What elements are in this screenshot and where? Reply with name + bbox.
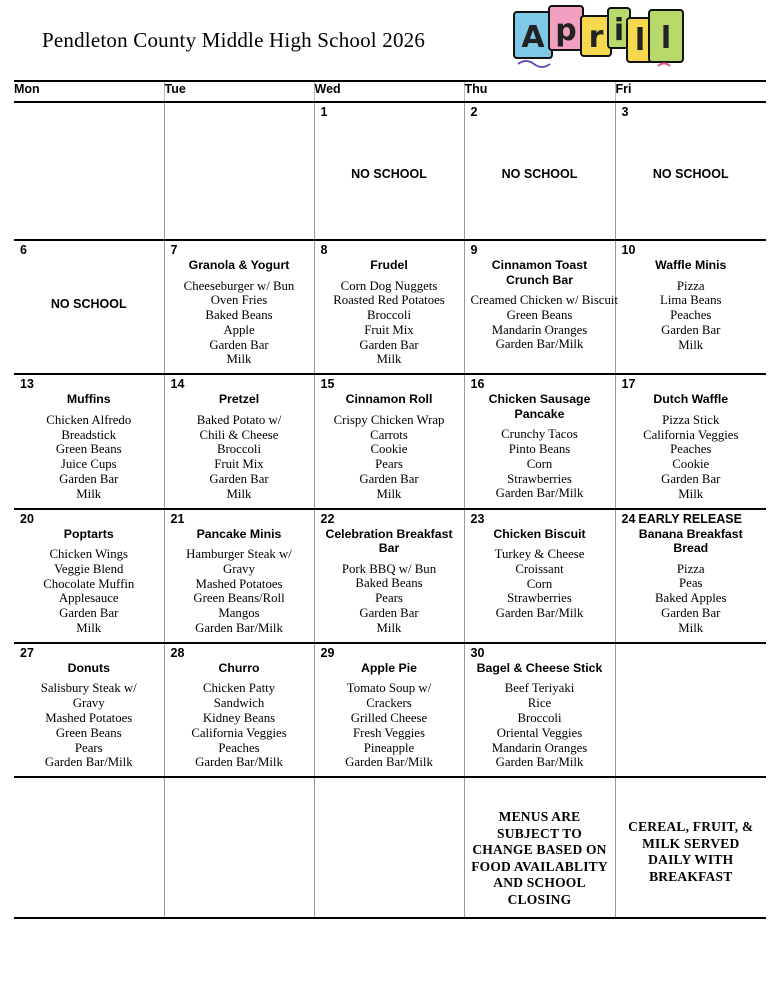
- lunch-item-list: [169, 279, 310, 368]
- day-header-wed: Wed: [314, 82, 464, 102]
- menu-calendar: [14, 80, 766, 919]
- day-number: 28: [170, 645, 185, 660]
- lunch-item-list: [620, 413, 763, 502]
- lunch-item-list: [319, 681, 460, 770]
- calendar-body: [14, 102, 766, 917]
- day-number: 7: [170, 243, 178, 257]
- menu-item: Lima Beans: [660, 293, 722, 308]
- menu-item: Garden Bar: [209, 337, 269, 352]
- calendar-day-cell: [615, 374, 766, 508]
- breakfast-entree: Celebration Breakfast Bar: [325, 526, 453, 556]
- menu-item: Gravy: [72, 696, 105, 711]
- lunch-item-list: [469, 293, 618, 352]
- menu-item: Cheeseburger w/ Bun: [183, 278, 295, 293]
- menu-item: Crackers: [366, 696, 412, 711]
- menu-item: Garden Bar: [209, 471, 269, 486]
- calendar-day-cell: [615, 777, 766, 917]
- calendar-week-row: [14, 374, 766, 508]
- menu-item: Peaches: [670, 442, 712, 457]
- svg-text:l: l: [660, 21, 672, 56]
- calendar-day-cell: [464, 643, 615, 777]
- menu-item: Pears: [375, 591, 403, 606]
- day-header-thu: Thu: [464, 82, 615, 102]
- menu-item: Fruit Mix: [364, 322, 414, 337]
- menu-item: Milk: [678, 486, 704, 501]
- menu-item: Chocolate Muffin: [43, 576, 135, 591]
- menu-item: Crispy Chicken Wrap: [333, 412, 445, 427]
- menu-item: Garden Bar: [359, 471, 419, 486]
- breakfast-entree: Chicken Biscuit: [493, 526, 586, 541]
- lunch-item-list: [469, 681, 611, 770]
- day-number: 15: [320, 377, 335, 392]
- menu-item: Mashed Potatoes: [45, 710, 133, 725]
- menu-item: Garden Bar: [661, 605, 721, 620]
- menu-item: Beef Teriyaki: [504, 681, 575, 696]
- menu-item: Kidney Beans: [202, 710, 276, 725]
- day-number: 21: [170, 511, 185, 526]
- menu-item: Peaches: [670, 308, 712, 323]
- menu-item: Garden Bar/Milk: [495, 337, 584, 352]
- menu-item: Green Beans: [55, 442, 122, 457]
- day-number: 14: [170, 377, 185, 392]
- footer-notice: CEREAL, FRUIT, & MILK SERVED DAILY WITH BREAKFAST: [628, 819, 754, 884]
- menu-item: Green Beans: [506, 307, 573, 322]
- menu-item: Garden Bar: [359, 605, 419, 620]
- day-number: 23: [470, 511, 485, 526]
- menu-item: Garden Bar: [59, 471, 119, 486]
- menu-item: Milk: [376, 486, 402, 501]
- calendar-day-cell: [14, 374, 164, 508]
- calendar-day-cell: [164, 777, 314, 917]
- calendar-day-cell: [164, 509, 314, 643]
- day-number: 9: [470, 243, 478, 257]
- lunch-item-list: [18, 547, 160, 636]
- menu-item: Salisbury Steak w/: [40, 681, 137, 696]
- day-header-tue: Tue: [164, 82, 314, 102]
- april-decorative-logo: [508, 2, 698, 76]
- day-number: 20: [20, 511, 34, 526]
- menu-item: Garden Bar: [59, 606, 119, 621]
- menu-item: Garden Bar/Milk: [195, 755, 283, 770]
- menu-item: Cookie: [370, 442, 408, 457]
- day-header-mon: Mon: [14, 82, 164, 102]
- svg-text:l: l: [634, 23, 646, 58]
- day-number: 22: [320, 511, 335, 526]
- calendar-day-cell: [314, 102, 464, 240]
- day-number: 1: [320, 105, 328, 119]
- menu-item: Oven Fries: [210, 293, 268, 308]
- menu-item: Hamburger Steak w/: [186, 547, 292, 562]
- day-header-row: [14, 82, 766, 102]
- breakfast-entree: Cinnamon Toast Crunch Bar: [491, 258, 588, 287]
- menu-item: Turkey & Cheese: [494, 547, 585, 562]
- breakfast-entree: Pancake Minis: [196, 526, 282, 541]
- menu-item: Juice Cups: [60, 457, 117, 472]
- calendar-day-cell: [164, 102, 314, 240]
- calendar-day-cell: [464, 240, 618, 374]
- menu-item: Chicken Wings: [49, 547, 128, 562]
- menu-item: Corn: [526, 576, 553, 591]
- breakfast-entree: Apple Pie: [360, 660, 418, 675]
- menu-item: Cookie: [672, 457, 710, 472]
- svg-text:r: r: [588, 20, 604, 55]
- breakfast-entree: Dutch Waffle: [653, 392, 729, 407]
- menu-item: Pears: [74, 740, 103, 755]
- menu-item: Strawberries: [507, 471, 572, 486]
- lunch-item-list: [469, 427, 611, 501]
- day-number: 2: [470, 105, 478, 119]
- day-number: 30: [470, 645, 485, 660]
- breakfast-entree: Donuts: [67, 660, 110, 675]
- menu-item: Milk: [678, 337, 704, 352]
- menu-item: Oriental Veggies: [496, 725, 583, 740]
- menu-item: Strawberries: [507, 591, 572, 606]
- day-number: 8: [320, 243, 328, 257]
- svg-text:i: i: [613, 13, 625, 48]
- menu-item: Roasted Red Potatoes: [333, 293, 445, 308]
- day-number: 10: [621, 243, 636, 257]
- page-header: [0, 0, 776, 80]
- menu-item: Garden Bar/Milk: [495, 606, 584, 621]
- calendar-day-cell: [464, 374, 615, 508]
- menu-item: Baked Apples: [655, 591, 727, 606]
- calendar-grid: [14, 82, 766, 917]
- no-school-label: NO SCHOOL: [351, 167, 427, 181]
- menu-item: Garden Bar: [661, 471, 721, 486]
- menu-item: California Veggies: [191, 725, 287, 740]
- day-number: 27: [20, 645, 34, 660]
- menu-item: Garden Bar: [359, 337, 419, 352]
- menu-item: Applesauce: [58, 591, 119, 606]
- menu-item: Peas: [679, 576, 703, 591]
- calendar-day-cell: [464, 509, 615, 643]
- calendar-day-cell: [314, 777, 464, 917]
- breakfast-entree: Muffins: [66, 392, 111, 407]
- breakfast-entree: Waffle Minis: [655, 258, 727, 272]
- menu-item: Garden Bar/Milk: [345, 755, 433, 770]
- menu-item: Mangos: [218, 606, 260, 621]
- menu-item: Gravy: [223, 561, 255, 576]
- calendar-day-cell: [615, 102, 766, 240]
- calendar-day-cell: [164, 643, 314, 777]
- menu-item: Breadstick: [61, 427, 117, 442]
- breakfast-entree: Cinnamon Roll: [345, 392, 433, 407]
- calendar-day-cell: [314, 240, 464, 374]
- menu-item: Corn Dog Nuggets: [340, 278, 438, 293]
- lunch-item-list: [469, 547, 611, 621]
- lunch-item-list: [620, 279, 763, 353]
- day-number: 17: [621, 377, 636, 392]
- lunch-item-list: [169, 681, 310, 770]
- menu-item: Fruit Mix: [214, 457, 264, 472]
- lunch-item-list: [319, 279, 460, 368]
- day-number: 16: [470, 377, 485, 392]
- menu-item: Pizza: [676, 278, 705, 293]
- calendar-week-row: [14, 509, 766, 643]
- menu-item: Peaches: [218, 740, 260, 755]
- menu-item: Chili & Cheese: [199, 427, 279, 442]
- menu-item: Garden Bar: [661, 322, 721, 337]
- calendar-day-cell: [14, 777, 164, 917]
- breakfast-entree: Frudel: [370, 258, 408, 272]
- calendar-week-row: [14, 102, 766, 240]
- lunch-item-list: [18, 681, 160, 770]
- menu-item: Chicken Patty: [202, 681, 276, 696]
- lunch-item-list: [169, 413, 310, 502]
- menu-item: Grilled Cheese: [350, 710, 428, 725]
- menu-item: Garden Bar/Milk: [495, 486, 584, 501]
- calendar-day-cell: [14, 643, 164, 777]
- menu-item: Baked Beans: [205, 308, 273, 323]
- lunch-item-list: [620, 562, 763, 636]
- menu-item: California Veggies: [643, 427, 739, 442]
- menu-item: Creamed Chicken w/ Biscuit: [470, 293, 618, 307]
- menu-item: Milk: [226, 486, 252, 501]
- calendar-day-cell: [14, 102, 164, 240]
- menu-item: Apple: [223, 322, 255, 337]
- day-number: 3: [621, 105, 629, 119]
- menu-item: Milk: [76, 486, 102, 501]
- breakfast-entree: Churro: [218, 660, 260, 675]
- menu-item: Milk: [678, 620, 704, 635]
- day-number: 13: [20, 377, 34, 392]
- svg-text:p: p: [555, 13, 577, 48]
- breakfast-entree: Granola & Yogurt: [188, 258, 290, 272]
- no-school-label: NO SCHOOL: [501, 167, 578, 181]
- day-number: 29: [320, 645, 335, 660]
- lunch-item-list: [18, 413, 160, 502]
- menu-item: Pears: [375, 457, 403, 472]
- calendar-day-cell: [615, 643, 766, 777]
- menu-item: Pineapple: [363, 740, 415, 755]
- menu-item: Crunchy Tacos: [501, 427, 578, 442]
- menu-item: Chicken Alfredo: [46, 412, 132, 427]
- day-number-row: 24 EARLY RELEASE: [621, 511, 742, 526]
- calendar-day-cell: [314, 509, 464, 643]
- breakfast-entree: Pretzel: [218, 392, 260, 407]
- menu-item: Sandwich: [213, 696, 265, 711]
- breakfast-entree: Banana Breakfast Bread: [638, 526, 743, 556]
- svg-text:A: A: [521, 20, 545, 55]
- menu-item: Broccoli: [366, 308, 412, 323]
- menu-item: Milk: [376, 620, 402, 635]
- menu-item: Rice: [527, 696, 552, 711]
- menu-item: Garden Bar/Milk: [195, 621, 283, 636]
- calendar-day-cell: [615, 509, 766, 643]
- menu-item: Croissant: [515, 561, 564, 576]
- breakfast-entree: Poptarts: [63, 526, 114, 541]
- calendar-day-cell: [164, 374, 314, 508]
- calendar-day-cell: [314, 374, 464, 508]
- menu-item: Milk: [226, 352, 252, 367]
- menu-item: Broccoli: [517, 710, 562, 725]
- no-school-label: NO SCHOOL: [652, 167, 729, 181]
- lunch-item-list: [319, 413, 460, 502]
- menu-item: Milk: [376, 352, 402, 367]
- menu-item: Garden Bar/Milk: [495, 755, 584, 770]
- calendar-week-row: [14, 643, 766, 777]
- menu-item: Pork BBQ w/ Bun: [341, 561, 437, 576]
- no-school-label: NO SCHOOL: [50, 297, 127, 311]
- lunch-item-list: [319, 562, 460, 636]
- menu-item: Green Beans/Roll: [193, 591, 285, 606]
- early-release-label: EARLY RELEASE: [638, 511, 742, 526]
- day-number: 6: [20, 243, 27, 257]
- calendar-week-row: [14, 240, 766, 374]
- calendar-day-cell: [314, 643, 464, 777]
- menu-item: Mandarin Oranges: [491, 740, 588, 755]
- page-title: Pendleton County Middle High School 2026: [42, 28, 426, 52]
- menu-item: Mashed Potatoes: [195, 576, 283, 591]
- menu-item: Baked Potato w/: [196, 412, 282, 427]
- breakfast-entree: Chicken Sausage Pancake: [488, 392, 591, 421]
- calendar-week-row: [14, 777, 766, 917]
- menu-item: Mandarin Oranges: [491, 322, 588, 337]
- menu-item: Baked Beans: [355, 576, 423, 591]
- calendar-day-cell: [14, 509, 164, 643]
- calendar-day-cell: [164, 240, 314, 374]
- calendar-day-cell: [14, 240, 164, 374]
- menu-item: Carrots: [370, 427, 408, 442]
- menu-item: Corn: [526, 456, 553, 471]
- menu-item: Green Beans: [55, 725, 122, 740]
- menu-item: Garden Bar/Milk: [44, 755, 133, 770]
- menu-item: Broccoli: [216, 442, 262, 457]
- day-header-fri: Fri: [615, 82, 632, 96]
- menu-item: Pinto Beans: [508, 442, 571, 457]
- calendar-day-cell: [464, 777, 615, 917]
- calendar-day-cell: [464, 102, 615, 240]
- menu-item: Tomato Soup w/: [346, 681, 432, 696]
- calendar-day-cell: [615, 240, 766, 374]
- breakfast-entree: Bagel & Cheese Stick: [476, 660, 603, 675]
- menu-item: Milk: [76, 621, 102, 636]
- menu-item: Pizza: [676, 561, 705, 576]
- menu-item: Veggie Blend: [54, 561, 124, 576]
- menu-item: Fresh Veggies: [353, 725, 425, 740]
- footer-notice: MENUS ARE SUBJECT TO CHANGE BASED ON FOOD AVAILABLITY AND SCHOOL CLOSING: [471, 809, 608, 907]
- menu-item: Pizza Stick: [662, 412, 720, 427]
- lunch-item-list: [169, 547, 310, 636]
